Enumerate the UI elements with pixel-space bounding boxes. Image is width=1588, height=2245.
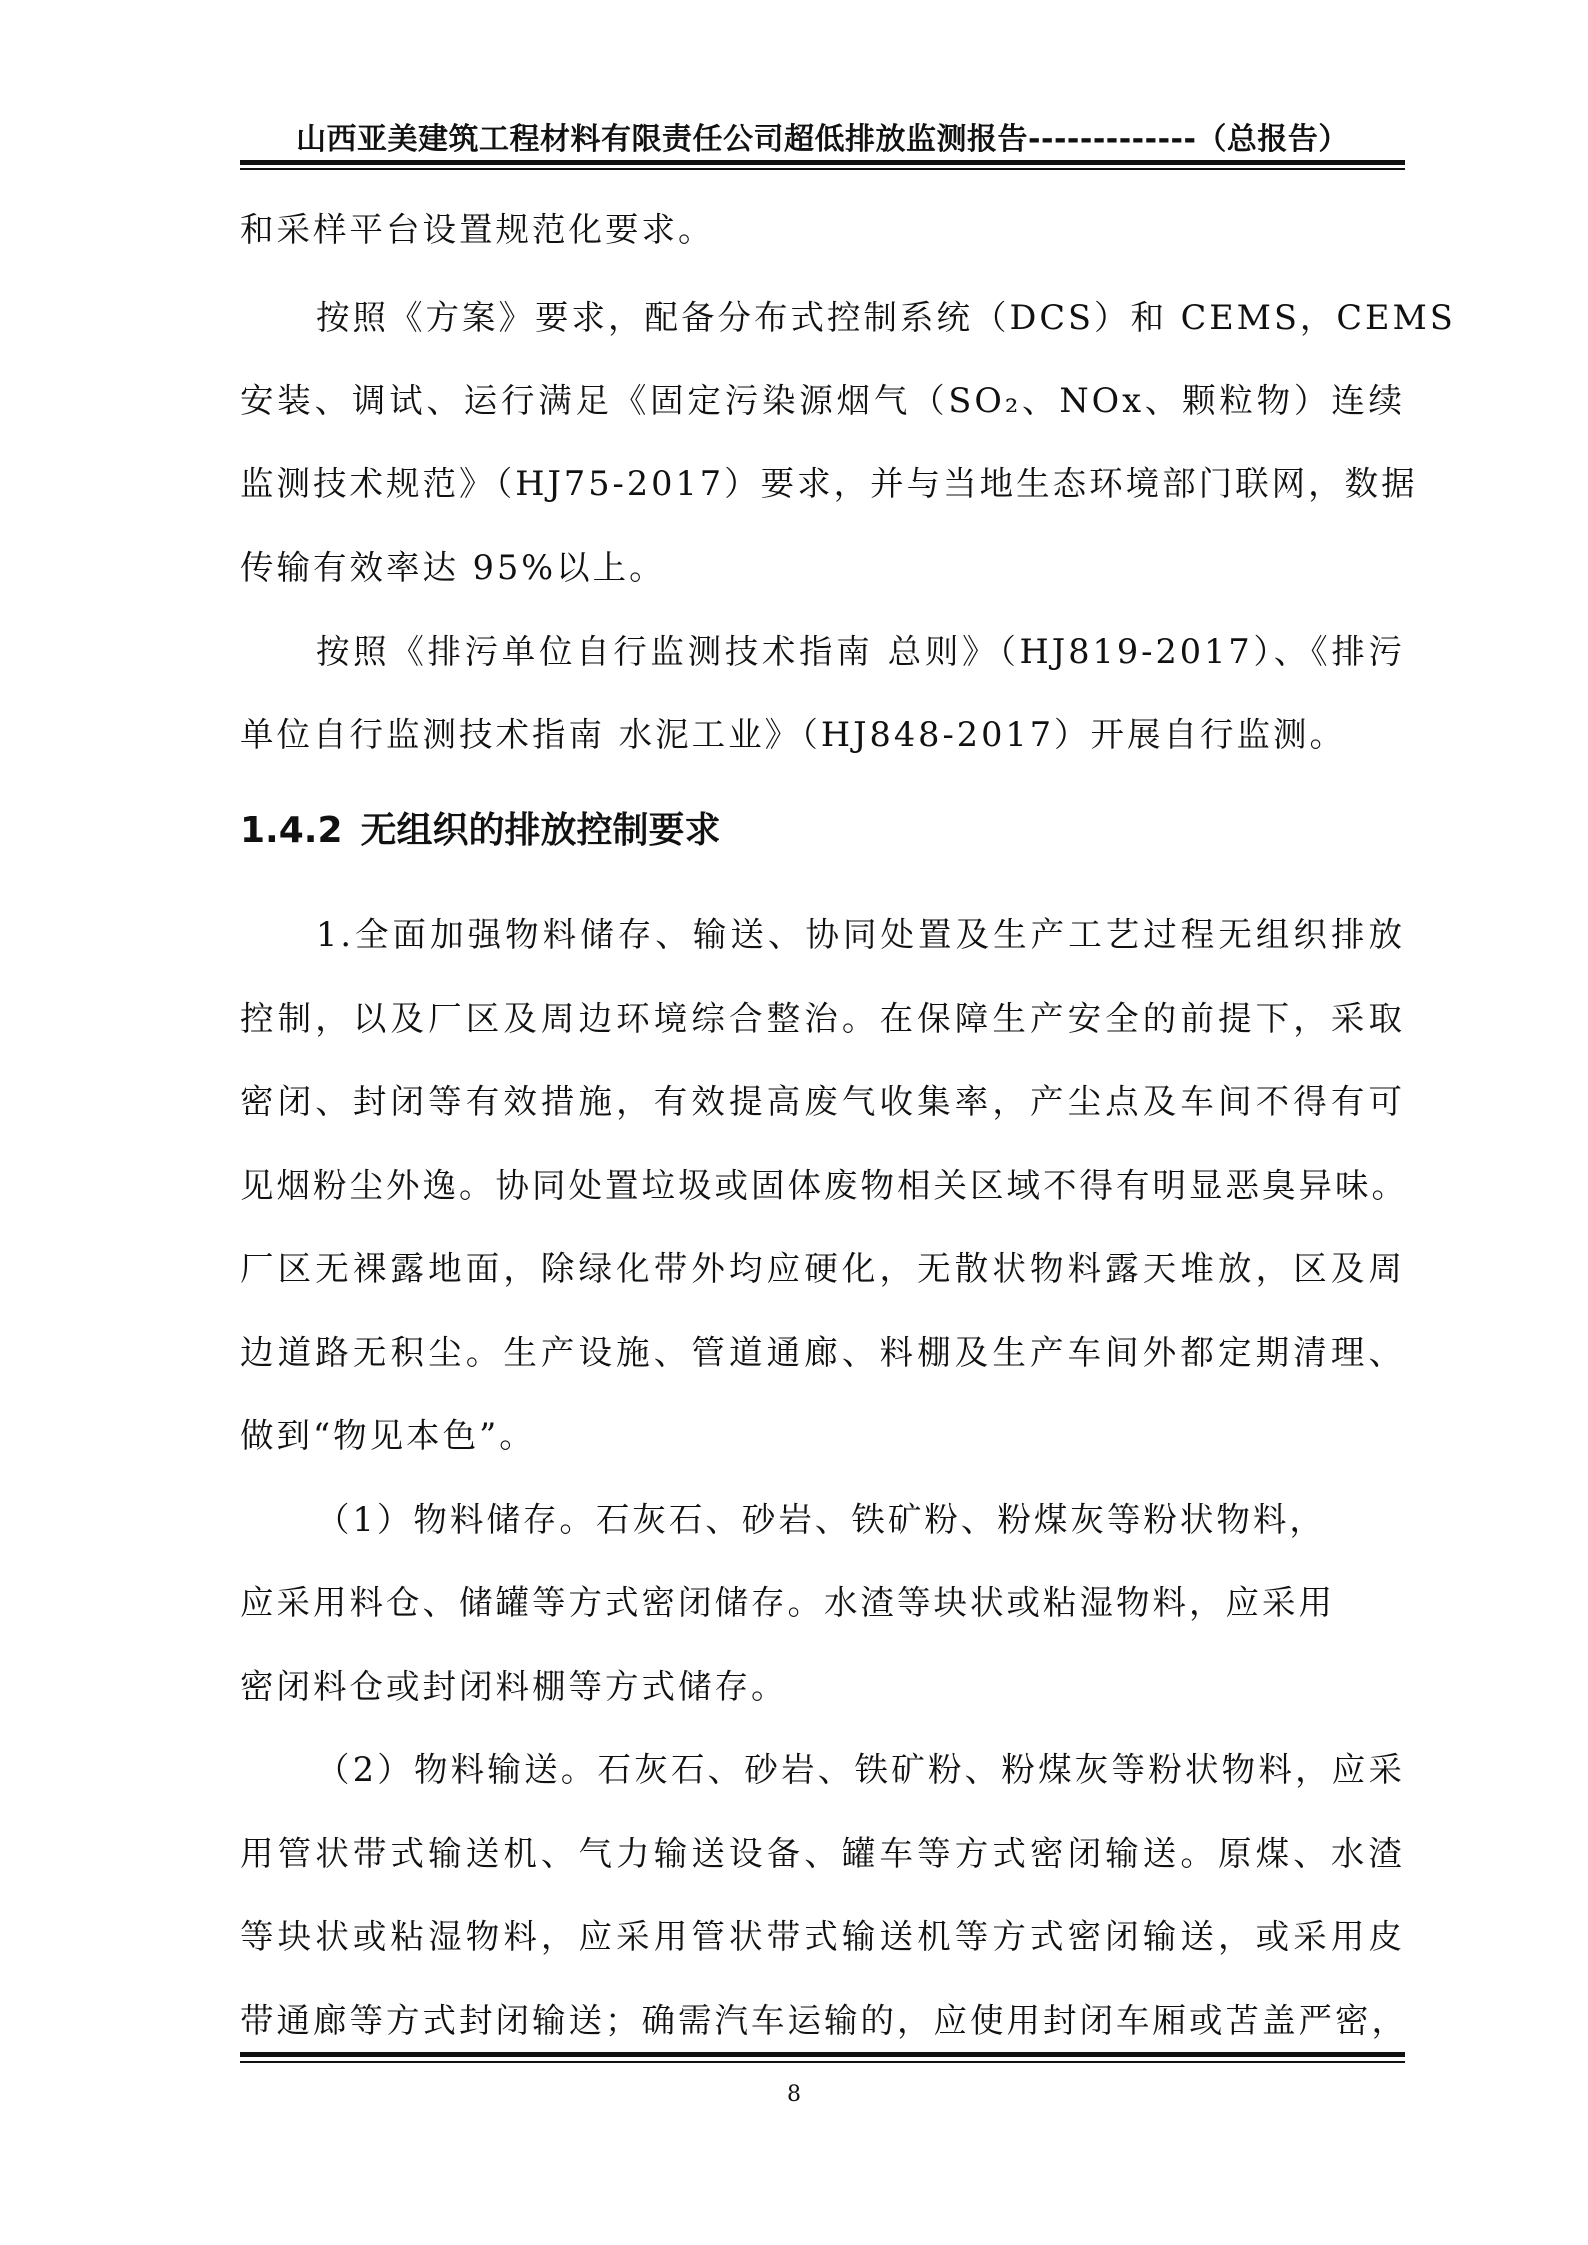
- paragraph-line: 1.全面加强物料储存、输送、协同处置及生产工艺过程无组织排放: [316, 915, 1405, 954]
- paragraph-line: 安装、调试、运行满足《固定污染源烟气（SO₂、NOx、颗粒物）连续: [240, 381, 1405, 420]
- paragraph-line: 密闭料仓或封闭料棚等方式储存。: [240, 1667, 788, 1706]
- paragraph-line: 按照《排污单位自行监测技术指南 总则》（HJ819-2017）、《排污: [316, 632, 1405, 671]
- paragraph-line: 边道路无积尘。生产设施、管道通廊、料棚及生产车间外都定期清理、: [240, 1333, 1405, 1372]
- header-rule-thin: [240, 168, 1405, 170]
- page-number: 8: [787, 2082, 801, 2107]
- paragraph-line: 单位自行监测技术指南 水泥工业》（HJ848-2017）开展自行监测。: [240, 715, 1347, 754]
- paragraph-line: 见烟粉尘外逸。协同处置垃圾或固体废物相关区域不得有明显恶臭异味。: [240, 1166, 1408, 1205]
- paragraph-line: 用管状带式输送机、气力输送设备、罐车等方式密闭输送。原煤、水渣: [240, 1834, 1405, 1873]
- paragraph-line: 传输有效率达 95%以上。: [240, 548, 666, 587]
- paragraph-line: 等块状或粘湿物料，应采用管状带式输送机等方式密闭输送，或采用皮: [240, 1917, 1405, 1956]
- paragraph-line: 监测技术规范》（HJ75-2017）要求，并与当地生态环境部门联网，数据: [240, 464, 1418, 503]
- paragraph-line: （2）物料输送。石灰石、砂岩、铁矿粉、粉煤灰等粉状物料，应采: [316, 1750, 1405, 1789]
- section-title: 无组织的排放控制要求: [360, 810, 721, 851]
- section-number: 1.4.2: [240, 810, 343, 851]
- paragraph-line: 按照《方案》要求，配备分布式控制系统（DCS）和 CEMS，CEMS: [316, 298, 1456, 337]
- section-heading: [240, 807, 721, 855]
- footer-rule-thick: [240, 2052, 1405, 2057]
- paragraph-line: 密闭、封闭等有效措施，有效提高废气收集率，产尘点及车间不得有可: [240, 1082, 1405, 1121]
- paragraph-line: 应采用料仓、储罐等方式密闭储存。水渣等块状或粘湿物料，应采用: [240, 1583, 1335, 1622]
- footer-rule-thin: [240, 2061, 1405, 2063]
- paragraph-line: 做到“物见本色”。: [240, 1416, 536, 1455]
- page-header-title: 山西亚美建筑工程材料有限责任公司超低排放监测报告-------------（总报告）: [296, 122, 1349, 157]
- paragraph-line: 和采样平台设置规范化要求。: [240, 210, 715, 249]
- header-rule-thick: [240, 160, 1405, 165]
- paragraph-line: （1）物料储存。石灰石、砂岩、铁矿粉、粉煤灰等粉状物料，: [316, 1500, 1326, 1539]
- paragraph-line: 带通廊等方式封闭输送；确需汽车运输的，应使用封闭车厢或苫盖严密，: [240, 2001, 1408, 2040]
- paragraph-line: 厂区无裸露地面，除绿化带外均应硬化，无散状物料露天堆放，区及周: [240, 1249, 1405, 1288]
- paragraph-line: 控制，以及厂区及周边环境综合整治。在保障生产安全的前提下，采取: [240, 999, 1405, 1038]
